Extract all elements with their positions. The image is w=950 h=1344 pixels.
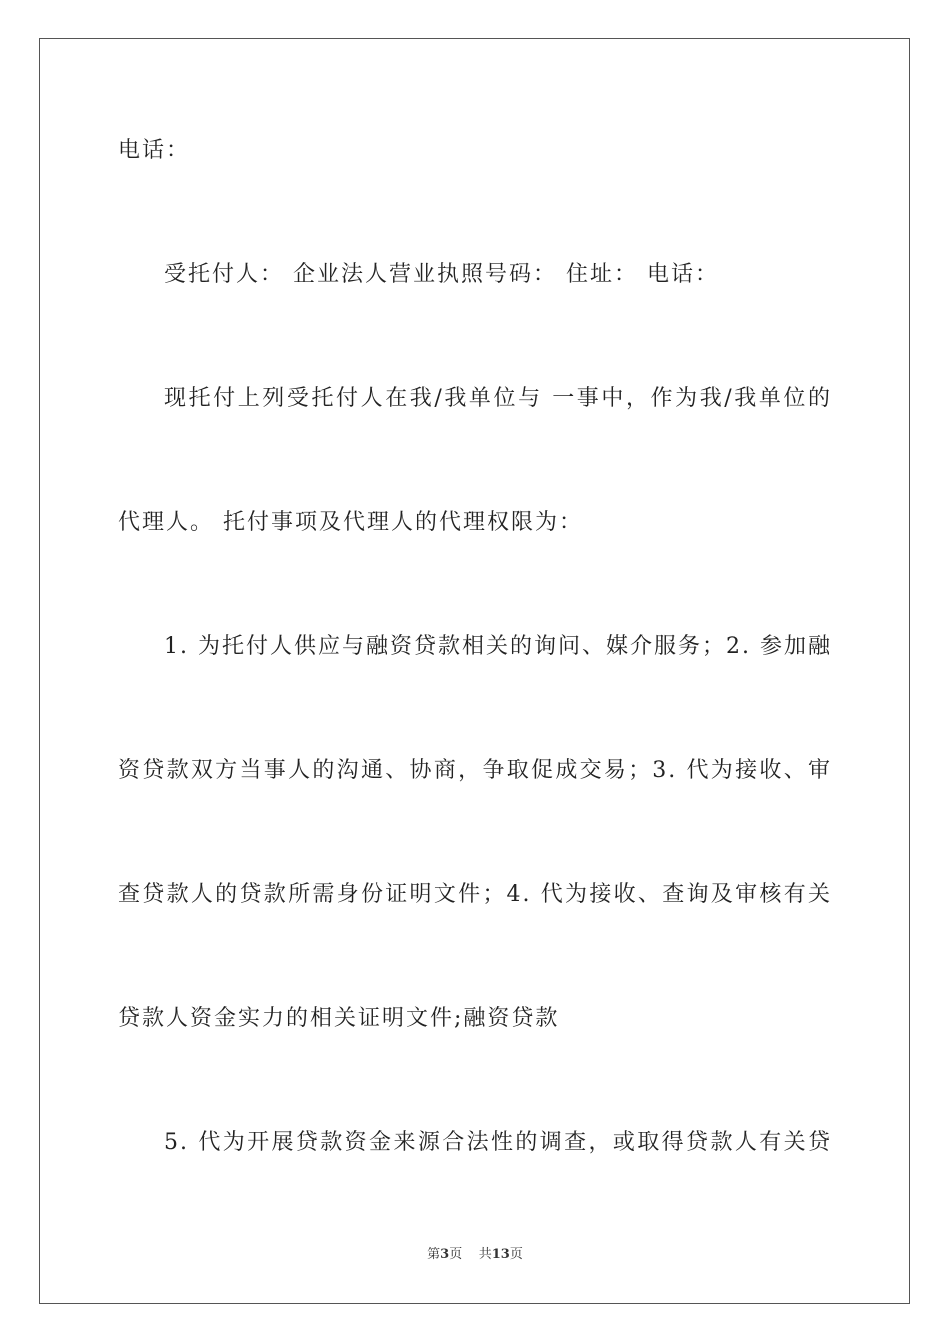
text-line-entrust-statement: 现托付上列受托付人在我/我单位与 一事中，作为我/我单位的	[164, 386, 832, 411]
text-line-item-2: 资贷款双方当事人的沟通、协商，争取促成交易；3. 代为接收、审	[118, 758, 832, 783]
page-label-suffix: 页	[449, 1247, 463, 1262]
total-label-suffix: 页	[509, 1247, 523, 1262]
text-line-agent-authority: 代理人。 托付事项及代理人的代理权限为：	[118, 510, 583, 535]
text-line-phone: 电话：	[118, 138, 191, 163]
page-number: 3	[440, 1247, 450, 1262]
page-label-prefix: 第	[427, 1247, 441, 1262]
text-line-item-1: 1. 为托付人供应与融资贷款相关的询问、媒介服务；2. 参加融	[164, 634, 832, 659]
text-line-trustee: 受托付人： 企业法人营业执照号码： 住址： 电话：	[164, 262, 719, 287]
page-border	[39, 38, 910, 1304]
total-label-prefix: 共	[478, 1247, 492, 1262]
text-line-item-5: 5. 代为开展贷款资金来源合法性的调查，或取得贷款人有关贷	[164, 1130, 832, 1155]
text-line-item-3: 查贷款人的贷款所需身份证明文件；4. 代为接收、查询及审核有关	[118, 882, 832, 907]
text-line-item-4: 贷款人资金实力的相关证明文件;融资贷款	[118, 1006, 560, 1031]
total-pages: 13	[491, 1247, 510, 1262]
page-footer	[0, 1246, 950, 1264]
